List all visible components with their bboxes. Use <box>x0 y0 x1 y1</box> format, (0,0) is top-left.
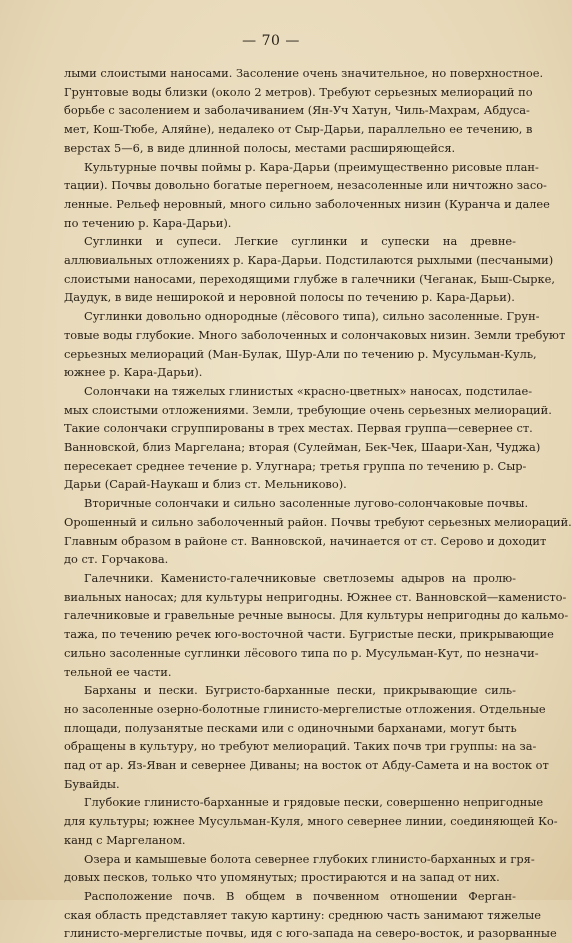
text-line: но засоленные озерно-болотные глинисто-мергелистые отложения. Отдельные <box>64 701 546 716</box>
text-line: сильно засоленные суглинки лёсового типа по р. Мусульман-Кут, по незначи- <box>64 645 539 660</box>
text-line: по течению р. Кара-Дарьи). <box>64 215 232 230</box>
text-line: слоистыми наносами, переходящими глубже в галечники (Чеганак, Быш-Сырке, <box>64 271 556 286</box>
text-line: аллювиальных отложениях р. Кара-Дарьи. Подстилаются рыхлыми (песчаными) <box>64 253 554 268</box>
text-line: тельной ее части. <box>64 664 172 679</box>
text-line: Грунтовые воды близки (около 2 метров). Требуют серьезных мелиораций по <box>64 84 533 99</box>
text-line: верстах 5—6, в виде длинной полосы, местами расширяющейся. <box>64 140 456 155</box>
text-line: южнее р. Кара-Дарьи). <box>64 365 203 380</box>
text-line: пад от ар. Яз-Яван и севернее Диваны; на восток от Абду-Самета и на восток от <box>64 758 549 773</box>
text-line: лыми слоистыми наносами. Засоление очень значительное, но поверхностное. <box>64 66 544 80</box>
text-line: мых слоистыми отложениями. Земли, требующие очень серьезных мелиораций. <box>64 402 552 417</box>
text-line: тажа, по течению речек юго-восточной части. Бугристые пески, прикрывающие <box>64 627 554 642</box>
text-line: Суглинки довольно однородные (лёсового типа), сильно засоленные. Грун- <box>84 309 540 324</box>
text-line: Глубокие глинисто-барханные и грядовые пески, совершенно непригодные <box>84 795 544 810</box>
text-line: Культурные почвы поймы р. Кара-Дарьи (преимущественно рисовые план- <box>84 159 539 174</box>
text-line: пересекает среднее течение р. Улугнара; третья группа по течению р. Сыр- <box>64 458 527 473</box>
text-line: Солончаки на тяжелых глинистых «красно-цветных» наносах, подстилае- <box>84 383 533 398</box>
text-body <box>64 64 572 943</box>
text-line: галечниковые и гравельные речные выносы. Для культуры непригодны до кальмо- <box>64 608 569 623</box>
text-line: товые воды глубокие. Много заболоченных и солончаковых низин. Земли требуют <box>64 327 566 342</box>
text-line: Орошенный и сильно заболоченный район. Почвы требуют серьезных мелиораций. <box>64 514 572 529</box>
section-heading-line: Расположение почв. В общем в почвенном отношении Ферган- <box>84 888 516 903</box>
text-line: Главным образом в районе ст. Ванновской, начинается от ст. Серово и доходит <box>64 533 547 548</box>
text-line: до ст. Горчакова. <box>64 552 169 567</box>
text-line: обращены в культуру, но требуют мелиораций. Таких почв три группы: на за- <box>64 739 537 754</box>
text-line: площади, полузанятые песками или с одиночными барханами, могут быть <box>64 720 517 735</box>
text-line: Ванновской, близ Маргелана; вторая (Сулейман, Бек-Чек, Шаари-Хан, Чуджа) <box>64 440 541 455</box>
text-line: борьбе с засолением и заболачиванием (Ян-Уч Хатун, Чиль-Махрам, Абдуса- <box>64 103 530 118</box>
text-line: Бувайды. <box>64 776 120 791</box>
text-line: тации). Почвы довольно богатые перегноем, незасоленные или ничтожно засо- <box>64 178 547 193</box>
text-line: Вторичные солончаки и сильно засоленные лугово-солончаковые почвы. <box>84 496 529 511</box>
text-line: канд с Маргеланом. <box>64 832 186 847</box>
text-line: Такие солончаки сгруппированы в трех местах. Первая группа—севернее ст. <box>64 421 533 436</box>
text-line: Даудук, в виде неширокой и неровной полосы по течению р. Кара-Дарьи). <box>64 290 515 305</box>
text-line: серьезных мелиораций (Ман-Булак, Шур-Али по течению р. Мусульман-Куль, <box>64 346 537 361</box>
page-number: — 70 — <box>242 33 300 49</box>
text-line: виальных наносах; для культуры непригодны. Южнее ст. Ванновской—каменисто- <box>64 589 567 604</box>
text-line: глинисто-мергелистые почвы, идя с юго-запада на северо-восток, и разорванные <box>64 926 557 941</box>
section-heading-line: Галечники. Каменисто-галечниковые светлоземы адыров на пролю- <box>84 570 516 585</box>
section-heading-line: Суглинки и супеси. Легкие суглинки и супески на древне- <box>84 234 516 249</box>
text-line: ленные. Рельеф неровный, много сильно заболоченных низин (Куранча и далее <box>64 196 550 211</box>
text-line: мет, Кош-Тюбе, Аляйне), недалеко от Сыр-Дарьи, параллельно ее течению, в <box>64 122 533 137</box>
text-line: для культуры; южнее Мусульман-Куля, много севернее линии, соединяющей Ко- <box>64 814 558 829</box>
section-heading-line: Барханы и пески. Бугристо-барханные пески, прикрывающие силь- <box>84 683 516 698</box>
text-line: Дарьи (Сарай-Наукаш и близ ст. Мельниково). <box>64 477 347 492</box>
text-line: Озера и камышевые болота севернее глубоких глинисто-барханных и гря- <box>84 851 535 866</box>
text-line: ская область представляет такую картину: среднюю часть занимают тяжелые <box>64 907 541 922</box>
text-line: довых песков, только что упомянутых; простираются и на запад от них. <box>64 870 500 885</box>
